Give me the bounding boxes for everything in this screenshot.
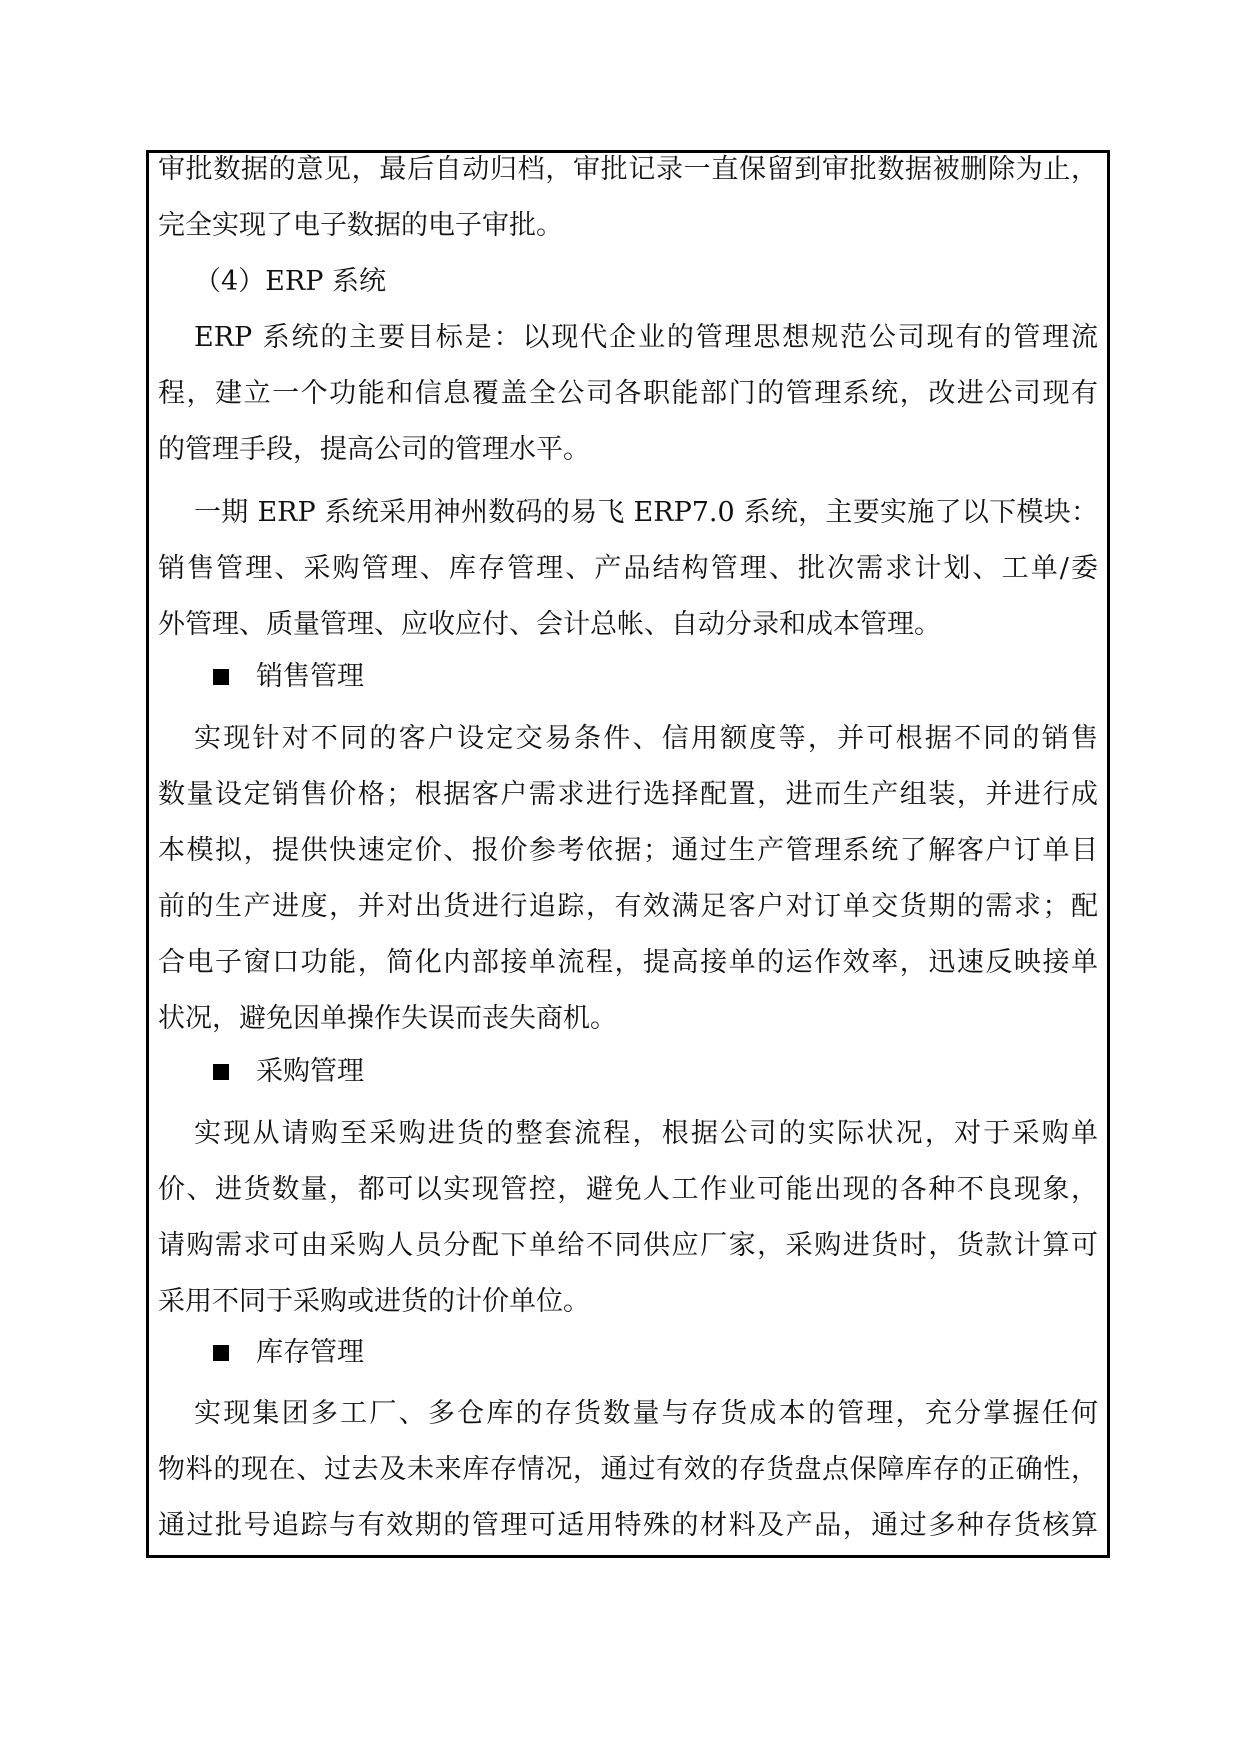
text-line: 一期 ERP 系统采用神州数码的易飞 ERP7.0 系统，主要实施了以下模块： — [194, 497, 1098, 528]
text-line: 状况，避免因单操作失误而丧失商机。 — [158, 1003, 617, 1034]
text-line: 实现针对不同的客户设定交易条件、信用额度等，并可根据不同的销售 — [194, 723, 1098, 754]
text-line: 数量设定销售价格；根据客户需求进行选择配置，进而生产组装，并进行成 — [158, 779, 1098, 810]
text-line: 实现从请购至采购进货的整套流程，根据公司的实际状况，对于采购单 — [194, 1118, 1098, 1149]
text-line: 价、进货数量，都可以实现管控，避免人工作业可能出现的各种不良现象， — [158, 1174, 1098, 1205]
square-bullet-icon — [213, 669, 229, 685]
bullet-heading: 库存管理 — [256, 1337, 364, 1368]
text-line: ERP 系统的主要目标是：以现代企业的管理思想规范公司现有的管理流 — [194, 322, 1098, 353]
bullet-heading: 采购管理 — [256, 1056, 364, 1087]
text-line: 程，建立一个功能和信息覆盖全公司各职能部门的管理系统，改进公司现有 — [158, 378, 1098, 409]
text-line: 销售管理、采购管理、库存管理、产品结构管理、批次需求计划、工单/委 — [158, 553, 1098, 584]
text-line: 采用不同于采购或进货的计价单位。 — [158, 1286, 590, 1317]
text-line: 前的生产进度，并对出货进行追踪，有效满足客户对订单交货期的需求；配 — [158, 891, 1098, 922]
text-line: 实现集团多工厂、多仓库的存货数量与存货成本的管理，充分掌握任何 — [194, 1398, 1098, 1429]
square-bullet-icon — [213, 1345, 229, 1361]
bullet-heading: 销售管理 — [256, 661, 364, 692]
text-line: 本模拟，提供快速定价、报价参考依据；通过生产管理系统了解客户订单目 — [158, 835, 1098, 866]
text-line: 的管理手段，提高公司的管理水平。 — [158, 434, 590, 465]
section-heading: （4）ERP 系统 — [194, 266, 386, 297]
square-bullet-icon — [213, 1064, 229, 1080]
text-line: 完全实现了电子数据的电子审批。 — [158, 210, 563, 241]
text-line: 请购需求可由采购人员分配下单给不同供应厂家，采购进货时，货款计算可 — [158, 1230, 1098, 1261]
text-line: 通过批号追踪与有效期的管理可适用特殊的材料及产品，通过多种存货核算 — [158, 1510, 1098, 1541]
text-line: 审批数据的意见，最后自动归档，审批记录一直保留到审批数据被删除为止， — [158, 154, 1098, 185]
text-line: 合电子窗口功能，简化内部接单流程，提高接单的运作效率，迅速反映接单 — [158, 947, 1098, 978]
text-line: 物料的现在、过去及未来库存情况，通过有效的存货盘点保障库存的正确性， — [158, 1454, 1098, 1485]
text-line: 外管理、质量管理、应收应付、会计总帐、自动分录和成本管理。 — [158, 609, 941, 640]
